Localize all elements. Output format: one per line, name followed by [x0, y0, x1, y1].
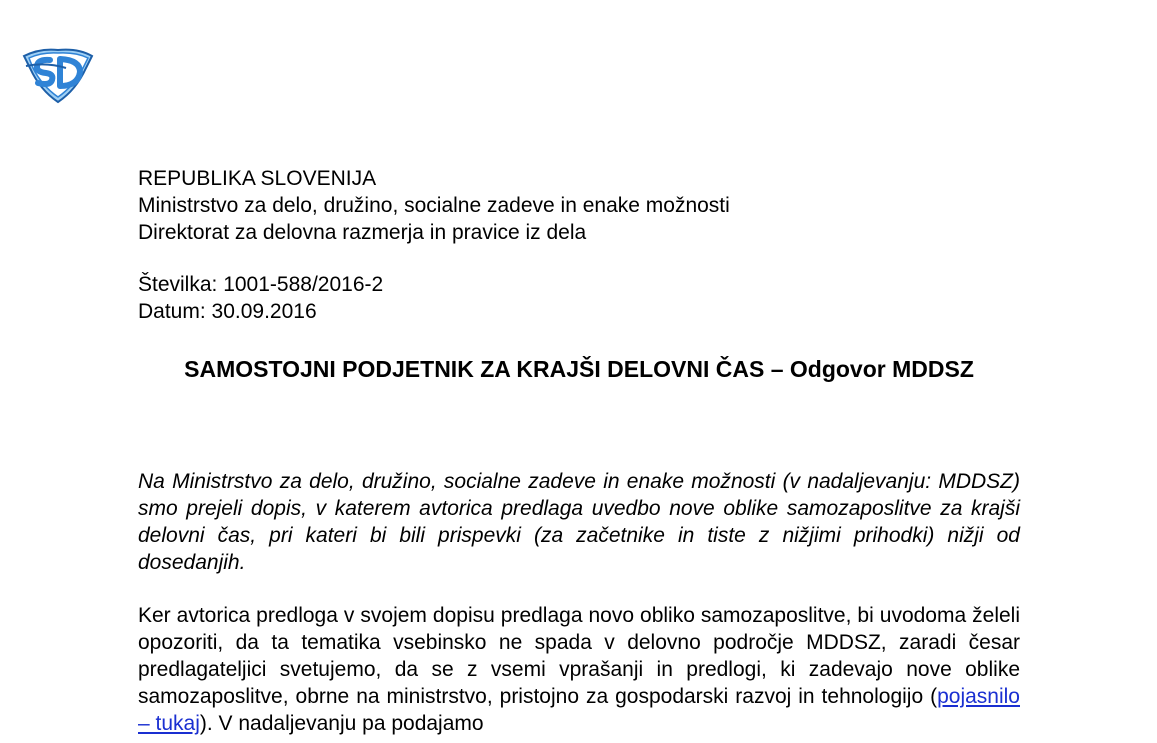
directorate-name: Direktorat za delovna razmerja in pravice iz dela — [138, 221, 587, 244]
body-text-before-link: Ker avtorica predloga v svojem dopisu predlaga novo obliko samozaposlitve, bi uvodoma želeli opozoriti, da ta tematika vsebinsko ne spada v delovno področje MDDSZ, zaradi česar predlagateljici svetujemo, da se z vsemi vprašanji in predlogi, ki zadevajo nove oblike samozaposlitve, obrne na ministrstvo, pristojno za gospodarski razvoj in tehnologijo ( — [138, 604, 1020, 708]
intro-paragraph: Na Ministrstvo za delo, družino, socialne zadeve in enake možnosti (v nadaljevanju: MDDSZ) smo prejeli dopis, v katerem avtorica predlaga uvedbo nove oblike samozaposlitve za krajši delovni čas, pri kateri bi bili prispevki (za začetnike in tiste z nižjimi prihodki) nižji od dosedanjih. — [138, 470, 1020, 574]
body-text-after-link: ). V nadaljevanju pa podajamo — [199, 712, 484, 735]
ministry-header — [138, 165, 730, 246]
ministry-name: Ministrstvo za delo, družino, socialne zadeve in enake možnosti — [138, 194, 730, 217]
document-title: SAMOSTOJNI PODJETNIK ZA KRAJŠI DELOVNI ČAS – Odgovor MDDSZ — [184, 356, 974, 382]
republic-name: REPUBLIKA SLOVENIJA — [138, 167, 377, 190]
document-reference — [138, 271, 383, 325]
body-paragraph — [138, 602, 1020, 737]
pojasnilo-link[interactable]: pojasnilo – tukaj — [138, 685, 1020, 735]
document-number: Številka: 1001-588/2016-2 — [138, 273, 384, 296]
sd-shield-logo-icon — [20, 46, 96, 104]
document-date: Datum: 30.09.2016 — [138, 300, 317, 323]
